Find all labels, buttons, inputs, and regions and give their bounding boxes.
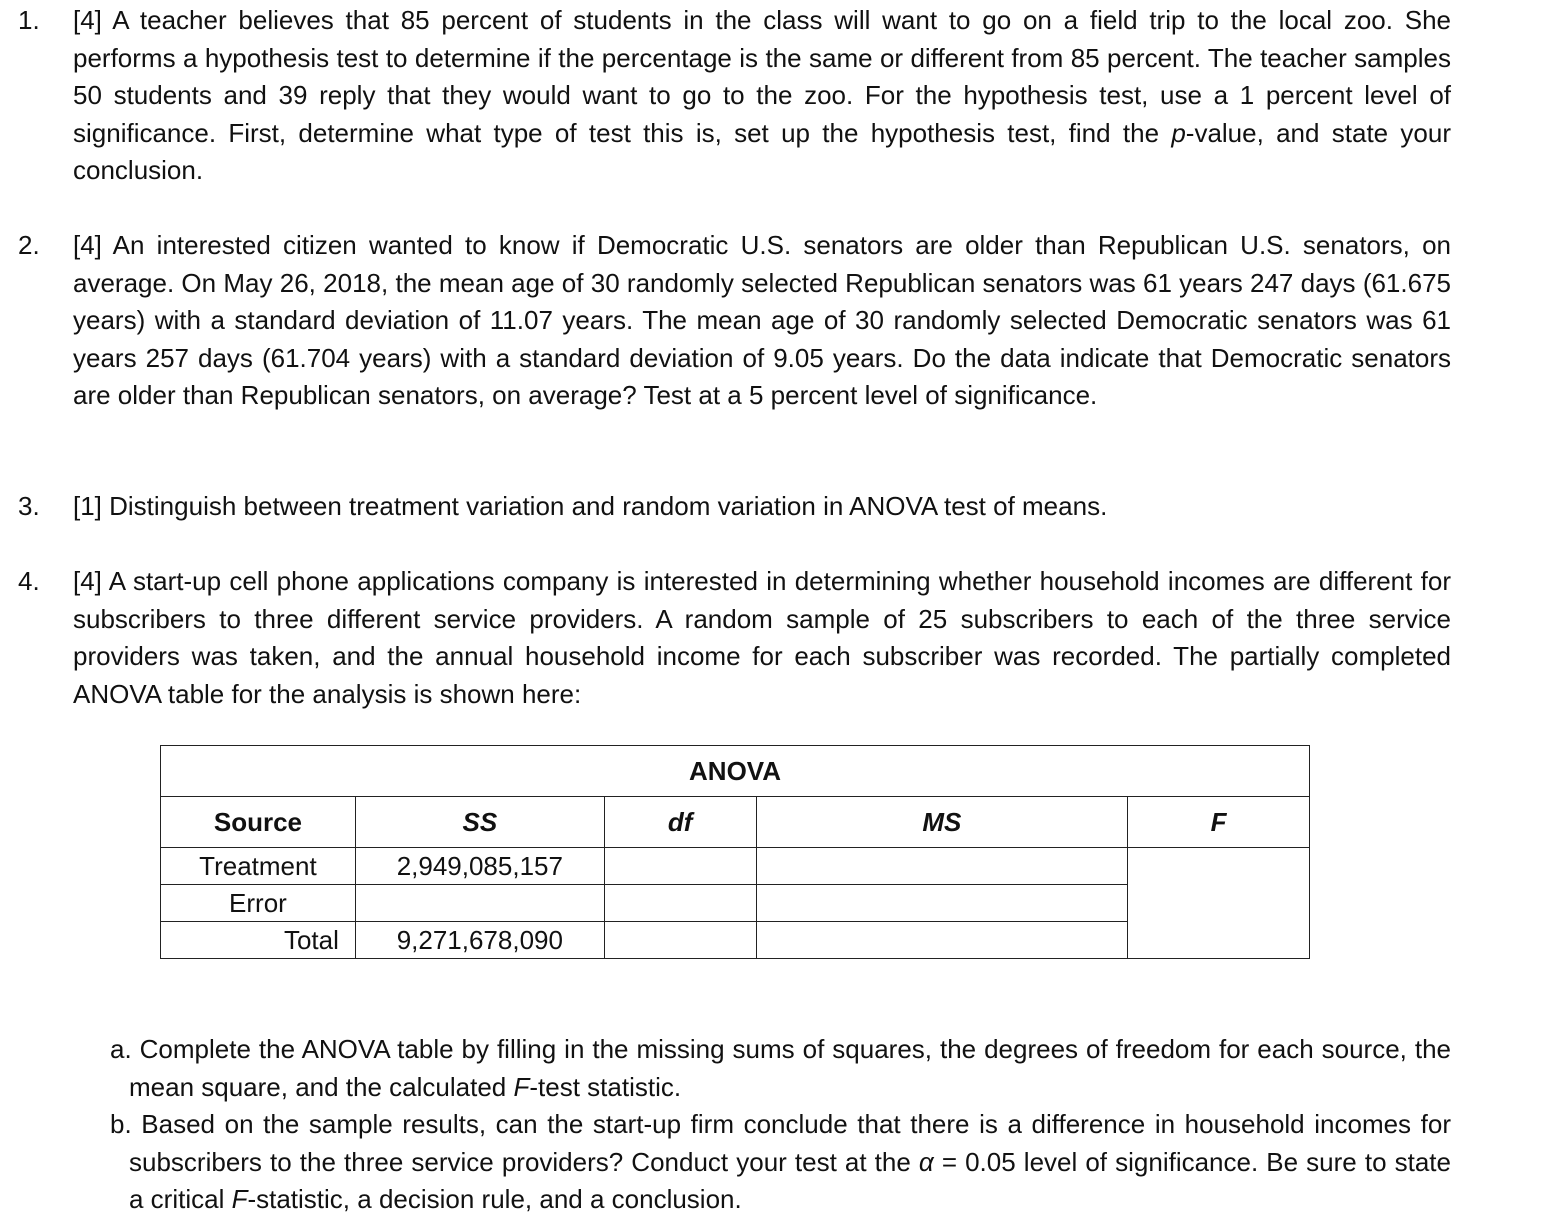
source-cell: Treatment xyxy=(161,848,356,885)
sub-question-label: b. xyxy=(110,1109,132,1139)
df-cell xyxy=(604,922,756,959)
source-cell: Total xyxy=(161,922,356,959)
header-ms: MS xyxy=(756,797,1128,848)
question-number: 2. xyxy=(18,230,40,260)
question-number: 3. xyxy=(18,491,40,521)
f-cell xyxy=(1128,848,1310,959)
ms-cell xyxy=(756,885,1128,922)
sub-question-a: a. Complete the ANOVA table by filling in the missing sums of squares, the degrees of freedom for each source, the mean square, and the calculated F-test statistic. xyxy=(110,1034,1451,1102)
table-row xyxy=(161,848,1310,885)
df-cell xyxy=(604,885,756,922)
ms-cell xyxy=(756,922,1128,959)
ss-cell xyxy=(355,885,604,922)
header-f: F xyxy=(1128,797,1310,848)
header-ss: SS xyxy=(355,797,604,848)
sub-question-b: b. Based on the sample results, can the start-up firm conclude that there is a difference in household incomes for subscribers to the three service providers? Conduct your test at the α = 0.05 level of significance. Be sure to state a critical F-statistic, a decision rule, and a conclusion. xyxy=(110,1109,1451,1214)
question-number: 4. xyxy=(18,566,40,596)
anova-title: ANOVA xyxy=(161,746,1310,797)
header-source: Source xyxy=(161,797,356,848)
question-text: [4] An interested citizen wanted to know if Democratic U.S. senators are older than Republican U.S. senators, on average. On May 26, 2018, the mean age of 30 randomly selected Republican senators was 61 years 247 days (61.675 years) with a standard deviation of 11.07 years. The mean age of 30 randomly selected Democratic senators was 61 years 257 days (61.704 years) with a standard deviation of 9.05 years. Do the data indicate that Democratic senators are older than Republican senators, on average? Test at a 5 percent level of significance. xyxy=(73,230,1451,410)
ss-cell: 9,271,678,090 xyxy=(355,922,604,959)
ms-cell xyxy=(756,848,1128,885)
question-text: [1] Distinguish between treatment variation and random variation in ANOVA test of means. xyxy=(73,491,1108,521)
source-cell: Error xyxy=(161,885,356,922)
question-text: [4] A start-up cell phone applications company is interested in determining whether household incomes are different for subscribers to three different service providers. A random sample of 25 subscribers to each of the three service providers was taken, and the annual household income for each subscriber was recorded. The partially completed ANOVA table for the analysis is shown here: xyxy=(73,566,1451,709)
ss-cell: 2,949,085,157 xyxy=(355,848,604,885)
df-cell xyxy=(604,848,756,885)
header-df: df xyxy=(604,797,756,848)
sub-question-label: a. xyxy=(110,1034,132,1064)
question-number: 1. xyxy=(18,5,40,35)
anova-table xyxy=(160,745,1310,959)
question-text: [4] A teacher believes that 85 percent of students in the class will want to go on a field trip to the local zoo. She performs a hypothesis test to determine if the percentage is the same or different from 85 percent. The teacher samples 50 students and 39 reply that they would want to go to the zoo. For the hypothesis test, use a 1 percent level of significance. First, determine what type of test this is, set up the hypothesis test, find the p-value, and state your conclusion. xyxy=(73,5,1451,185)
